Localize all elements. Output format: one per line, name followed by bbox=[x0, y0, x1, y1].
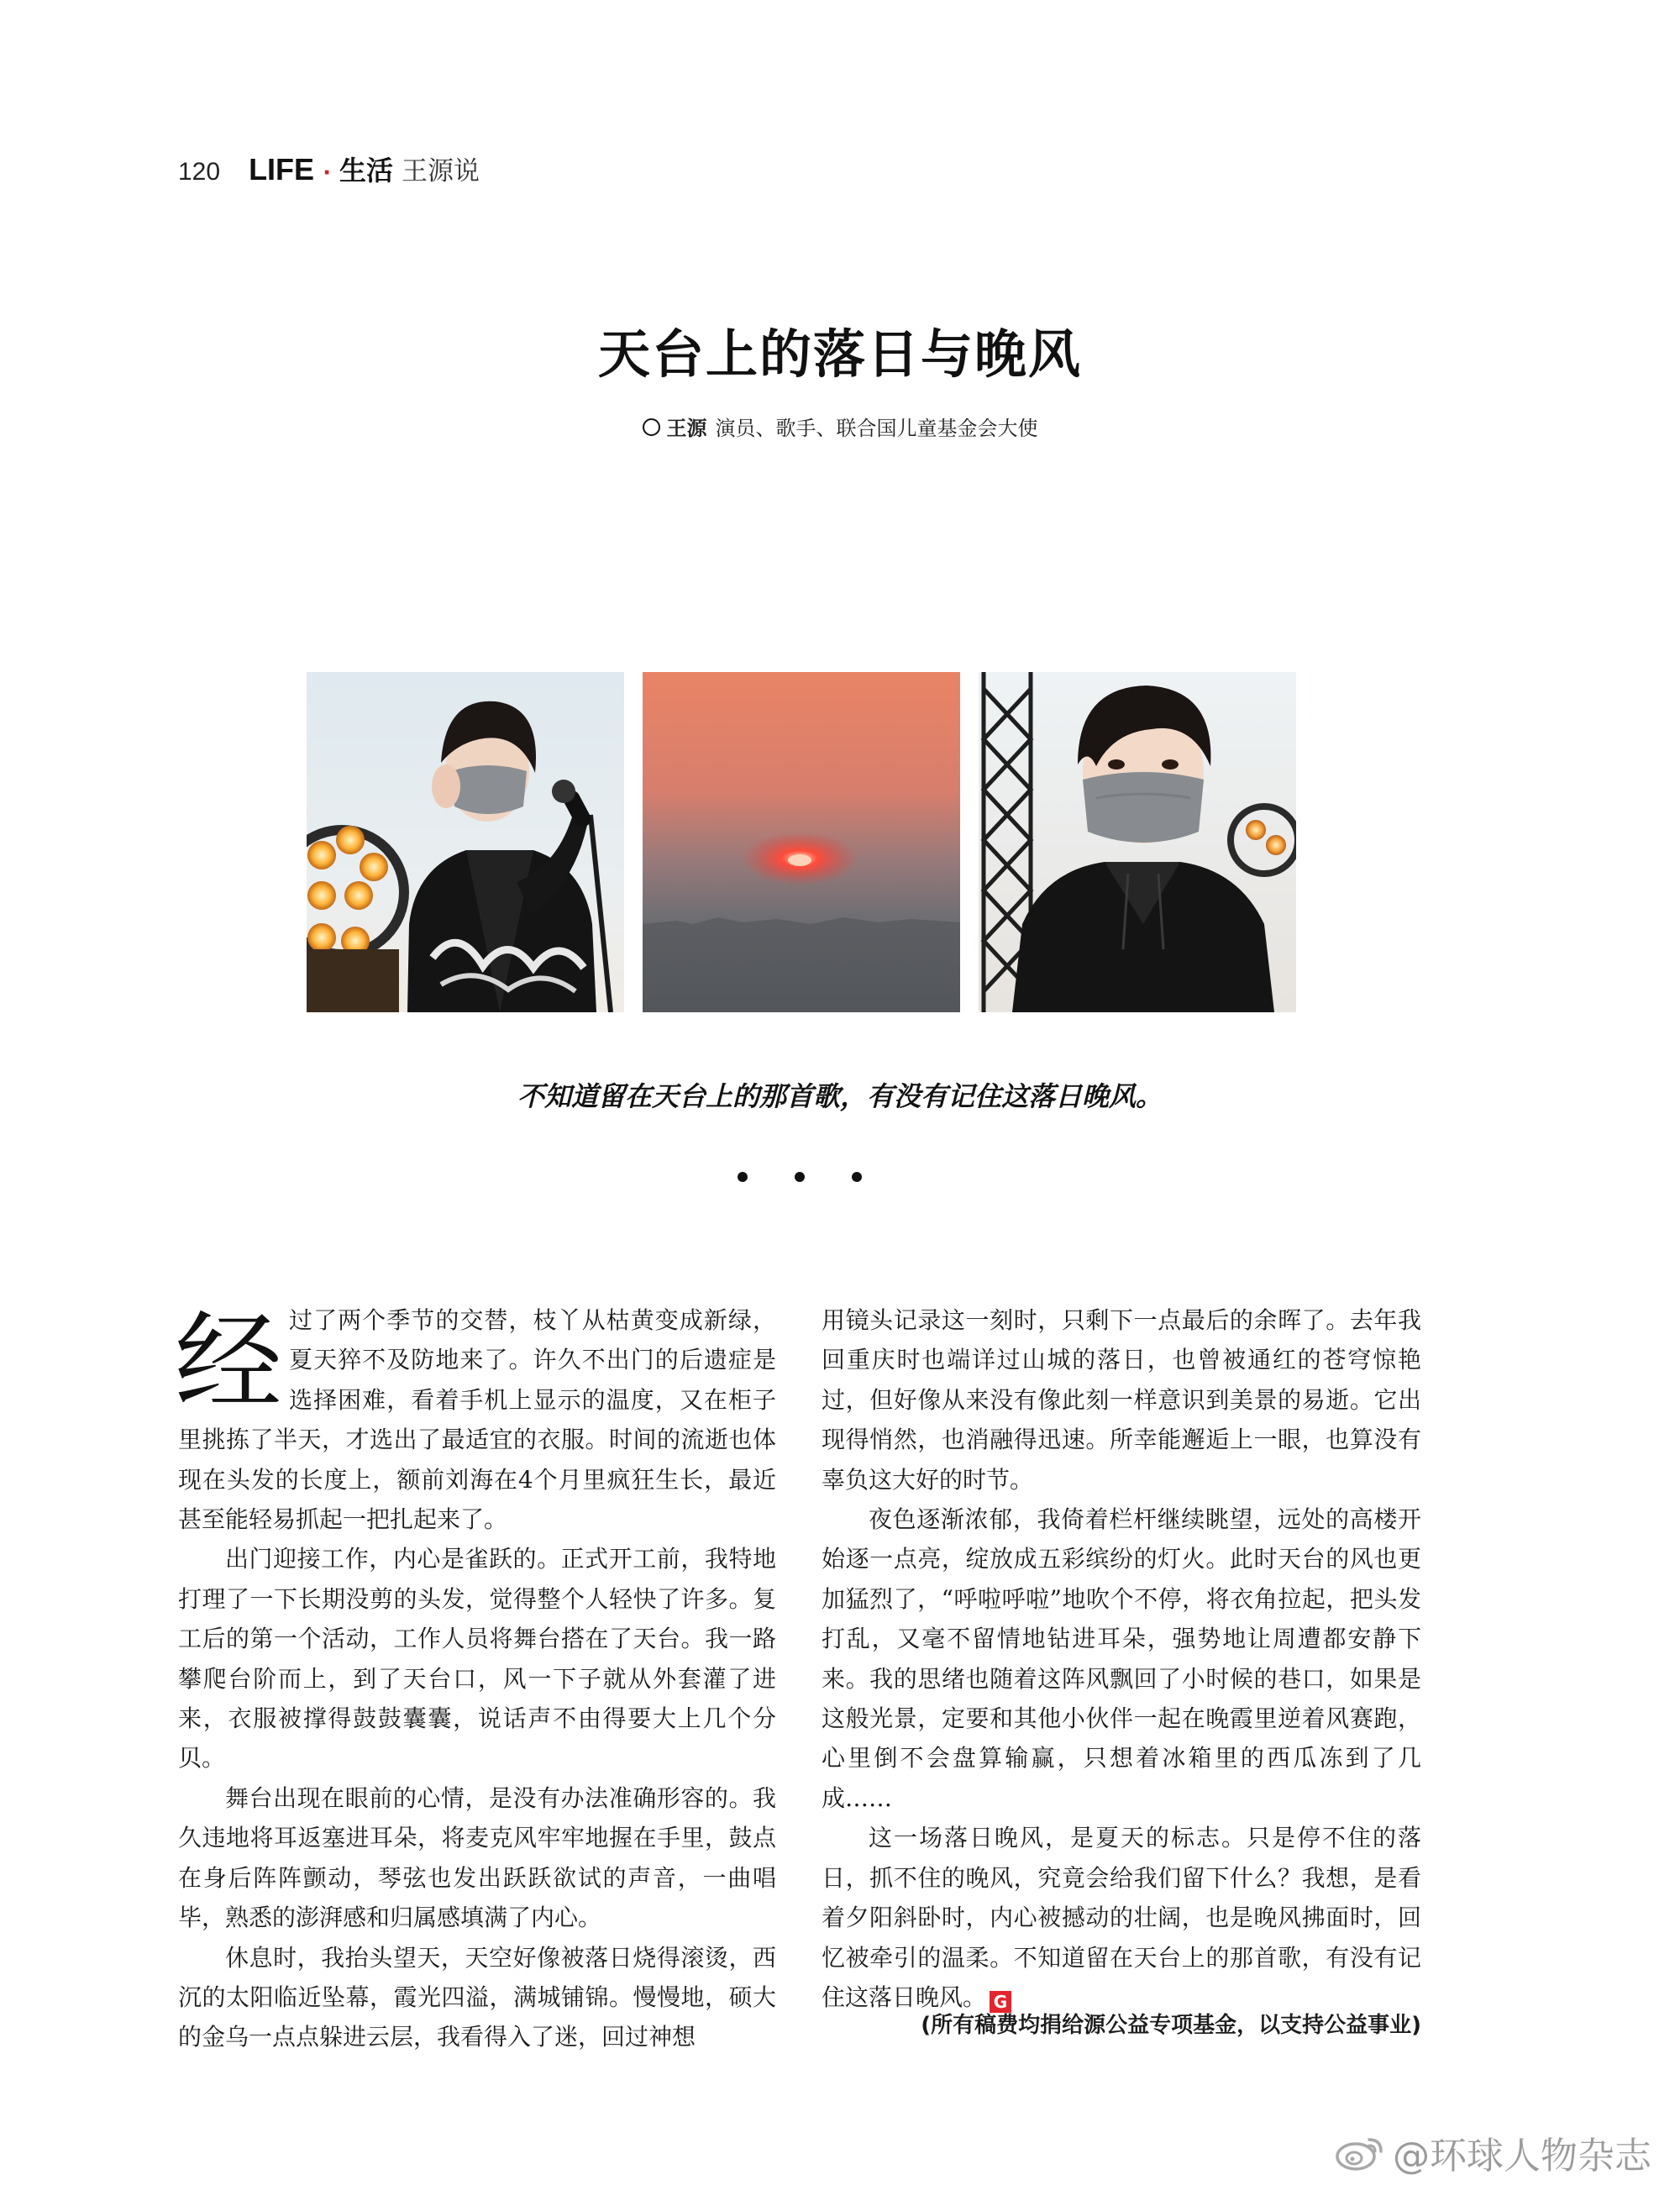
section-dot: · bbox=[323, 160, 331, 186]
body-column-left bbox=[175, 1300, 776, 2057]
body-paragraph-5: 夜色逐渐浓郁，我倚着栏杆继续眺望，远处的高楼开始逐一点亮，绽放成五彩缤纷的灯火。此时天台的风也更加猛烈了，“呼啦呼啦”地吹个不停，将衣角拉起，把头发打乱，又毫不留情地钻进耳朵，强势地让周遭都安静下来。我的思绪也随着这阵风飘回了小时候的巷口，如果是这般光景，定要和其他小伙伴一起在晚霞里逆着风赛跑，心里倒不会盘算输赢，只想着冰箱里的西瓜冻到了几成…… bbox=[822, 1505, 1421, 1812]
photo-sunset bbox=[643, 672, 960, 1012]
byline-author: 王源 bbox=[666, 417, 707, 440]
byline-circle-icon bbox=[643, 418, 660, 436]
photo-masked-portrait bbox=[979, 672, 1296, 1012]
body-paragraph-1: 经过了两个季节的交替，枝丫从枯黄变成新绿，夏天猝不及防地来了。许久不出门的后遗症是选择困难，看着手机上显示的温度，又在柜子里挑拣了半天，才选出了最适宜的衣服。时间的流逝也体现在头发的长度上，额前刘海在4个月里疯狂生长，最近甚至能轻易抓起一把扎起来了。 bbox=[175, 1300, 776, 1534]
section-label-zh: 生活 bbox=[339, 155, 393, 186]
donation-note: (所有稿费均捐给源公益专项基金，以支持公益事业) bbox=[921, 2013, 1421, 2038]
photo-strip bbox=[307, 672, 1296, 1012]
column-name: 王源说 bbox=[401, 156, 480, 186]
body-paragraph-2: 出门迎接工作，内心是雀跃的。正式开工前，我特地打理了一下长期没剪的头发，觉得整个人轻快了许多。复工后的第一个活动，工作人员将舞台搭在了天台。我一路攀爬台阶而上，到了天台口，风一下子就从外套灌了进来，衣服被撑得鼓鼓囊囊，说话声不由得要大上几个分贝。 bbox=[178, 1545, 776, 1773]
watermark bbox=[1334, 2125, 1651, 2179]
weibo-logo-icon bbox=[1334, 2133, 1386, 2172]
body-paragraph-4: 休息时，我抬头望天，天空好像被落日烧得滚烫，西沉的太阳临近坠幕，霞光四溢，满城铺锦。慢慢地，硕大的金乌一点点躲进云层，我看得入了迷，回过神想 bbox=[178, 1943, 776, 2051]
body-paragraph-6: 这一场落日晚风，是夏天的标志。只是停不住的落日，抓不住的晚风，究竟会给我们留下什么？我想，是看着夕阳斜卧时，内心被撼动的壮阔，也是晚风拂面时，回忆被牵引的温柔。不知道留在天台上的那首歌，有没有记住这落日晚风。 G bbox=[822, 1824, 1421, 2012]
article-title: 天台上的落日与晚风 bbox=[597, 323, 1082, 385]
byline bbox=[0, 412, 1680, 441]
page-number: 120 bbox=[178, 158, 221, 186]
drop-cap: 经 bbox=[175, 1300, 283, 1426]
divider-dots bbox=[738, 1172, 872, 1189]
body-column-right bbox=[822, 1300, 1421, 2017]
photo-singer-with-microphone bbox=[307, 672, 624, 1012]
magazine-g-logo-icon: G bbox=[990, 1991, 1011, 2013]
body-paragraph-4-continued: 用镜头记录这一刻时，只剩下一点最后的余晖了。去年我回重庆时也端详过山城的落日，也曾被通红的苍穹惊艳过，但好像从来没有像此刻一样意识到美景的易逝。它出现得悄然，也消融得迅速。所幸能邂逅上一眼，也算没有辜负这大好的时节。 bbox=[822, 1306, 1421, 1494]
photo-caption: 不知道留在天台上的那首歌，有没有记住这落日晚风。 bbox=[517, 1080, 1163, 1112]
watermark-text: @环球人物杂志 bbox=[1393, 2135, 1651, 2177]
section-label-en: LIFE bbox=[249, 152, 315, 186]
byline-role: 演员、歌手、联合国儿童基金会大使 bbox=[715, 417, 1038, 440]
body-paragraph-3: 舞台出现在眼前的心情，是没有办法准确形容的。我久违地将耳返塞进耳朵，将麦克风牢牢地握在手里，鼓点在身后阵阵颤动，琴弦也发出跃跃欲试的声音，一曲唱毕，熟悉的澎湃感和归属感填满了内心。 bbox=[178, 1783, 776, 1932]
running-header bbox=[178, 150, 480, 192]
